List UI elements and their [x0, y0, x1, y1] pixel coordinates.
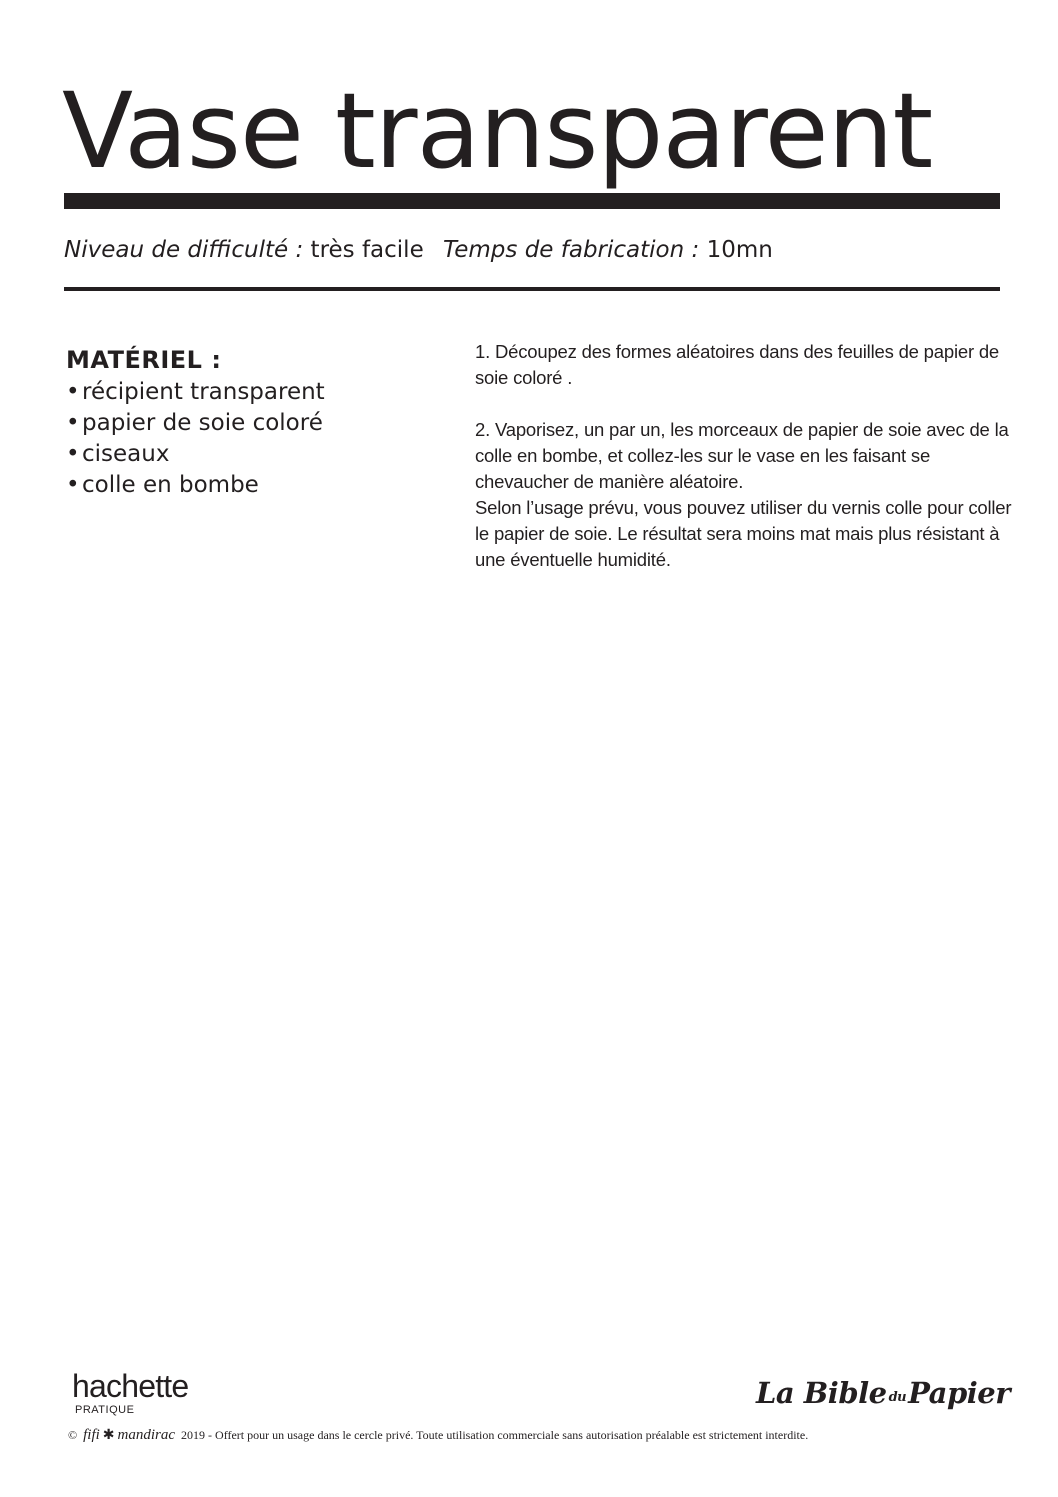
instructions-section [475, 339, 1025, 573]
page-title: Vase transparent [62, 70, 933, 192]
time-value: 10mn [706, 237, 773, 263]
materials-heading: MATÉRIEL : [66, 346, 222, 374]
publisher-logo [72, 1368, 212, 1416]
flower-icon: ✱ [102, 1428, 115, 1443]
material-item [66, 439, 436, 470]
publisher-name: hachette [72, 1368, 189, 1404]
copyright-text: 2019 - Offert pour un usage dans le cercle privé. Toute utilisation commerciale sans autorisation préalable est strictement interdite. [181, 1428, 809, 1442]
recipe-meta [64, 233, 785, 267]
brand-part-3: du [888, 1390, 907, 1405]
bullet-icon: • [66, 410, 80, 436]
material-item [66, 377, 436, 408]
material-label: colle en bombe [82, 472, 259, 498]
materials-section [66, 343, 436, 501]
material-item [66, 408, 436, 439]
step-2: 2. Vaporisez, un par un, les morceaux de papier de soie avec de la colle en bombe, et collez-les sur le vase en les faisant se chevaucher de manière aléatoire. [475, 419, 1009, 492]
bullet-icon: • [66, 441, 80, 467]
difficulty-label: Niveau de difficulté : [64, 237, 304, 263]
material-label: ciseaux [82, 441, 170, 467]
bullet-icon: • [66, 472, 80, 498]
brand-part-4: Papier [908, 1376, 1010, 1410]
brand-part-1: La [756, 1376, 795, 1410]
material-label: papier de soie coloré [82, 410, 323, 436]
step-note: Selon l’usage prévu, vous pouvez utiliser du vernis colle pour coller le papier de soie. Le résultat sera moins mat mais plus résistant à une éventuelle humidité. [475, 497, 1012, 570]
brand-part-2: Bible [803, 1376, 887, 1410]
step-1: 1. Découpez des formes aléatoires dans des feuilles de papier de soie coloré . [475, 341, 1000, 388]
copyright-notice [68, 1426, 808, 1445]
bullet-icon: • [66, 379, 80, 405]
meta-divider [64, 287, 1000, 291]
material-item [66, 470, 436, 501]
author-name-last: mandirac [117, 1427, 176, 1443]
difficulty-value: très facile [310, 237, 424, 263]
title-underline [64, 193, 1000, 209]
time-label: Temps de fabrication : [443, 237, 700, 263]
materials-list [66, 377, 436, 501]
material-label: récipient transparent [82, 379, 325, 405]
brand-logo [756, 1375, 1010, 1416]
author-name-first: fifi [83, 1427, 100, 1443]
copyright-symbol: © [68, 1428, 78, 1442]
publisher-sub: PRATIQUE [75, 1404, 135, 1416]
